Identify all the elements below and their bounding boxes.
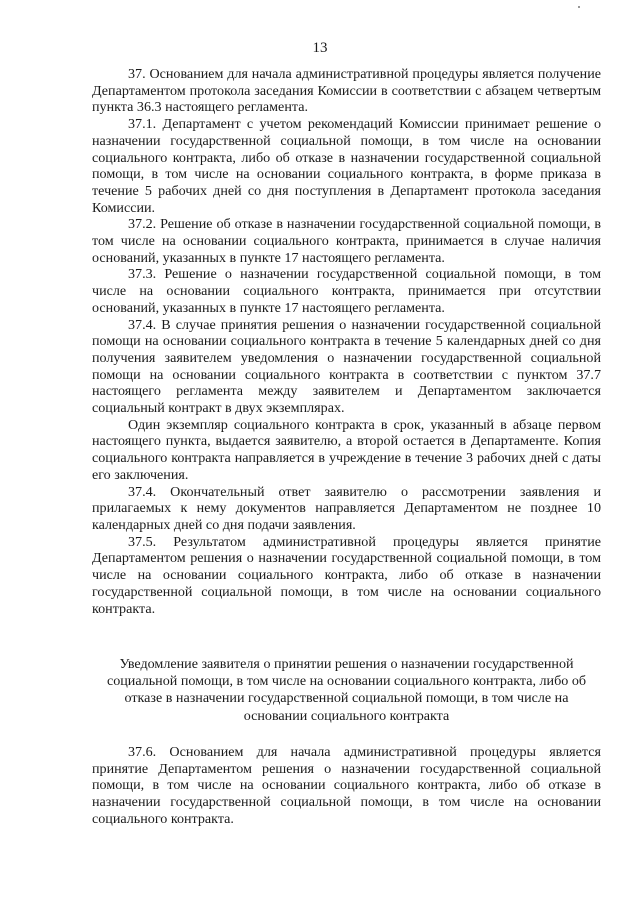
page-number: 13 [312,40,328,56]
paragraph-37-3: 37.3. Решение о назначении государственной социальной помощи, в том числе на основании социального контракта, принимается при отсутствии оснований, указанных в пункте 17 настоящего регламента. [92,266,601,316]
tail-text [92,744,601,828]
body-text [92,66,601,617]
section-heading: Уведомление заявителя о принятии решения о назначении государственной социальной помощи, в том числе на основании социального контракта, либо об отказе в назначении государственной социальной помощи, в том числе на основании социального контракта [106,656,587,724]
paragraph-37-4: 37.4. В случае принятия решения о назначении государственной социальной помощи на основании социального контракта в течение 5 календарных дней со дня получения заявителем уведомления о назначении государственной социальной помощи на основании социального контракта в соответствии с пунктом 37.7 настоящего регламента между заявителем и Департаментом заключается социальный контракт в двух экземплярах. [92,316,601,417]
paragraph-37-4-final-answer: 37.4. Окончательный ответ заявителю о рассмотрении заявления и прилагаемых к нему документов направляется Департаментом не позднее 10 календарных дней со дня подачи заявления. [92,483,601,533]
scan-artifact [578,6,580,8]
paragraph-37-4-continued: Один экземпляр социального контракта в срок, указанный в абзаце первом настоящего пункта, выдается заявителю, а второй остается в Департаменте. Копия социального контракта направляется в учреждение в течение 3 рабочих дней с даты его заключения. [92,416,601,483]
paragraph-37-2: 37.2. Решение об отказе в назначении государственной социальной помощи, в том числе на основании социального контракта, принимается в случае наличия оснований, указанных в пункте 17 настоящего регламента. [92,216,601,266]
paragraph-37-1: 37.1. Департамент с учетом рекомендаций Комиссии принимает решение о назначении государственной социальной помощи, в том числе на основании социального контракта, либо об отказе в назначении государственной социальной помощи, в том числе на основании социального контракта, в форме приказа в течение 5 рабочих дней со дня поступления в Департамент протокола заседания Комиссии. [92,116,601,216]
paragraph-37-6: 37.6. Основанием для начала административной процедуры является принятие Департаментом решения о назначении государственной социальной помощи, в том числе на основании социального контракта, либо об отказе в назначении государственной социальной помощи, в том числе на основании социального контракта. [92,744,601,827]
paragraph-37: 37. Основанием для начала административной процедуры является получение Департаментом протокола заседания Комиссии в соответствии с абзацем четвертым пункта 36.3 настоящего регламента. [92,66,601,116]
paragraph-37-5: 37.5. Результатом административной процедуры является принятие Департаментом решения о назначении государственной социальной помощи, в том числе на основании социального контракта, либо об отказе в назначении государственной социальной помощи, в том числе на основании социального контракта. [92,533,601,617]
